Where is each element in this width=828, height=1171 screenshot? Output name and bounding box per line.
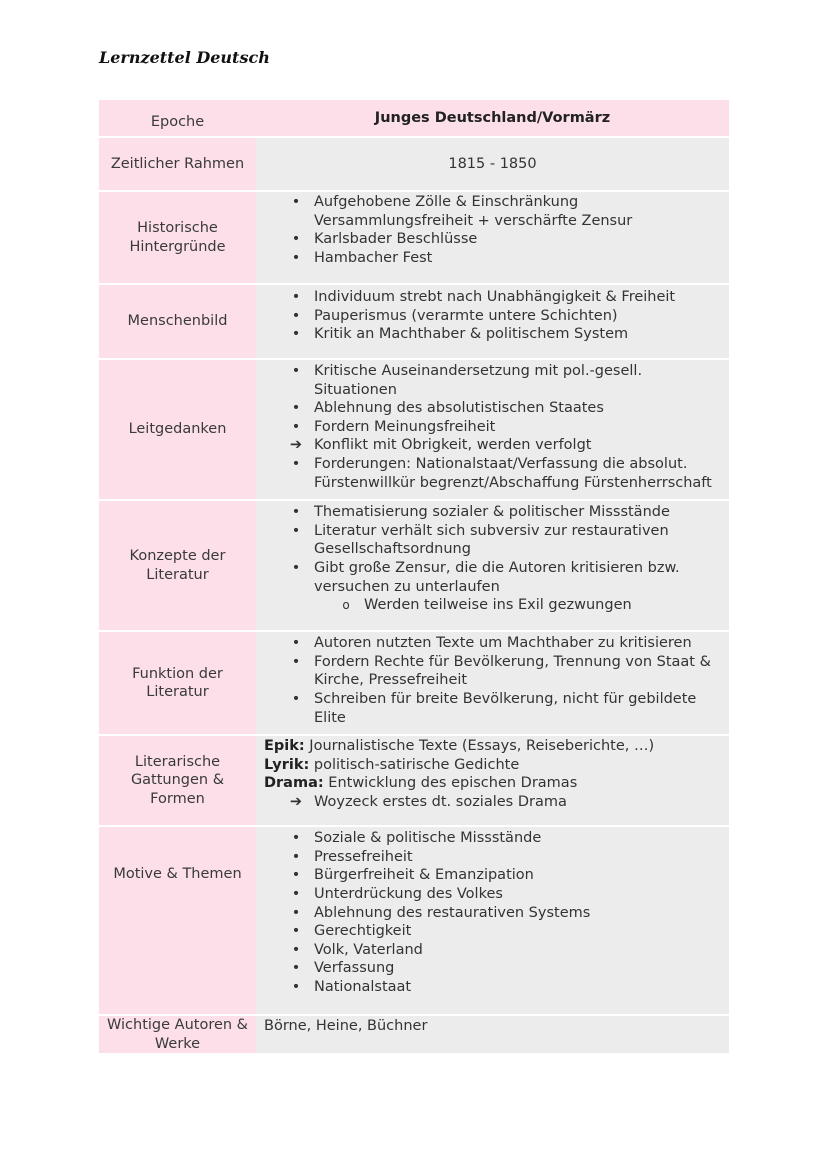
row-label: Menschenbild <box>99 284 256 359</box>
row-content <box>256 500 729 631</box>
list-item: ➔ Konflikt mit Obrigkeit, werden verfolgt <box>264 436 721 455</box>
row-label: Literarische Gattungen & Formen <box>99 735 256 826</box>
table-header-row <box>99 100 729 137</box>
document-title: Lernzettel Deutsch <box>99 48 270 67</box>
row-label: Funktion der Literatur <box>99 631 256 735</box>
list-item: • Bürgerfreiheit & Emanzipation <box>291 867 534 884</box>
bullet-list <box>264 503 721 596</box>
list-item: • Karlsbader Beschlüsse <box>291 231 478 248</box>
list-item: • Ablehnung des absolutistischen Staates <box>291 400 604 417</box>
list-item: • Thematisierung sozialer & politischer Missstände <box>291 504 670 521</box>
list-item: • Aufgehobene Zölle & Einschränkung Versammlungsfreiheit + verschärfte Zensur <box>291 194 633 229</box>
row-menschenbild <box>99 284 729 359</box>
list-item: • Verfassung <box>291 960 395 977</box>
genre-line-lyrik: Lyrik: politisch-satirische Gedichte <box>264 756 520 773</box>
list-item: • Gibt große Zensur, die die Autoren kritisieren bzw. versuchen zu unterlaufen <box>291 559 680 595</box>
arrow-icon: ➔ <box>289 437 303 454</box>
genre-line-drama: Drama: Entwicklung des epischen Dramas <box>264 775 578 792</box>
list-item: • Fordern Rechte für Bevölkerung, Trennung von Staat & Kirche, Pressefreiheit <box>291 653 711 689</box>
header-label: Epoche <box>99 100 256 137</box>
list-item: • Literatur verhält sich subversiv zur restaurativen Gesellschaftsordnung <box>291 522 669 558</box>
list-item: • Kritische Auseinandersetzung mit pol.-gesell. Situationen <box>291 363 643 398</box>
row-gattungen <box>99 735 729 826</box>
row-leitgedanken <box>99 359 729 500</box>
sub-list-item: o Werden teilweise ins Exil gezwungen <box>342 597 632 614</box>
row-motive <box>99 826 729 1015</box>
bullet-list <box>264 362 721 492</box>
list-item: • Autoren nutzten Texte um Machthaber zu kritisieren <box>291 635 692 652</box>
authors-value: Börne, Heine, Büchner <box>256 1015 729 1054</box>
row-label: Konzepte der Literatur <box>99 500 256 631</box>
row-label: Zeitlicher Rahmen <box>99 137 256 191</box>
epoch-name: Junges Deutschland/Vormärz <box>256 100 729 137</box>
list-item: • Pauperismus (verarmte untere Schichten) <box>291 307 618 324</box>
bullet-list <box>264 193 721 267</box>
sub-list <box>264 596 721 615</box>
row-funktion <box>99 631 729 735</box>
row-label: Wichtige Autoren & Werke <box>99 1015 256 1054</box>
list-item: • Hambacher Fest <box>291 249 433 266</box>
genre-arrow-item: ➔ Woyzeck erstes dt. soziales Drama <box>264 793 721 812</box>
row-historische-hintergruende <box>99 191 729 284</box>
list-item: • Individuum strebt nach Unabhängigkeit & Freiheit <box>291 289 676 305</box>
list-item: • Volk, Vaterland <box>291 941 423 958</box>
row-content <box>256 826 729 1015</box>
arrow-icon: ➔ <box>289 793 303 810</box>
row-content <box>256 284 729 359</box>
list-item: • Unterdrückung des Volkes <box>291 885 503 902</box>
list-item: • Soziale & politische Missstände <box>291 830 542 847</box>
list-item: • Gerechtigkeit <box>291 923 412 940</box>
list-item: • Forderungen: Nationalstaat/Verfassung die absolut. Fürstenwillkür begrenzt/Abschaffung Fürstenherrschaft <box>291 455 712 491</box>
list-item: • Nationalstaat <box>291 978 412 995</box>
time-frame-value: 1815 - 1850 <box>256 137 729 191</box>
list-item: • Ablehnung des restaurativen Systems <box>291 904 591 921</box>
bullet-list <box>264 829 721 996</box>
row-zeitlicher-rahmen <box>99 137 729 191</box>
row-content <box>256 631 729 735</box>
bullet-list <box>264 288 721 344</box>
row-content <box>256 359 729 500</box>
list-item: • Pressefreiheit <box>291 848 413 865</box>
row-konzepte <box>99 500 729 631</box>
bullet-list <box>264 634 721 727</box>
list-item: • Schreiben für breite Bevölkerung, nicht für gebildete Elite <box>291 690 697 726</box>
row-content <box>256 735 729 826</box>
row-content <box>256 191 729 284</box>
row-label: Leitgedanken <box>99 359 256 500</box>
epoch-table <box>99 100 729 1055</box>
row-label: Motive & Themen <box>99 826 256 1015</box>
genre-line-epik: Epik: Journalistische Texte (Essays, Reiseberichte, …) <box>264 738 655 755</box>
row-label: Historische Hintergründe <box>99 191 256 284</box>
list-item: • Kritik an Machthaber & politischem System <box>291 326 629 343</box>
list-item: • Fordern Meinungsfreiheit <box>291 418 496 435</box>
row-autoren <box>99 1015 729 1054</box>
